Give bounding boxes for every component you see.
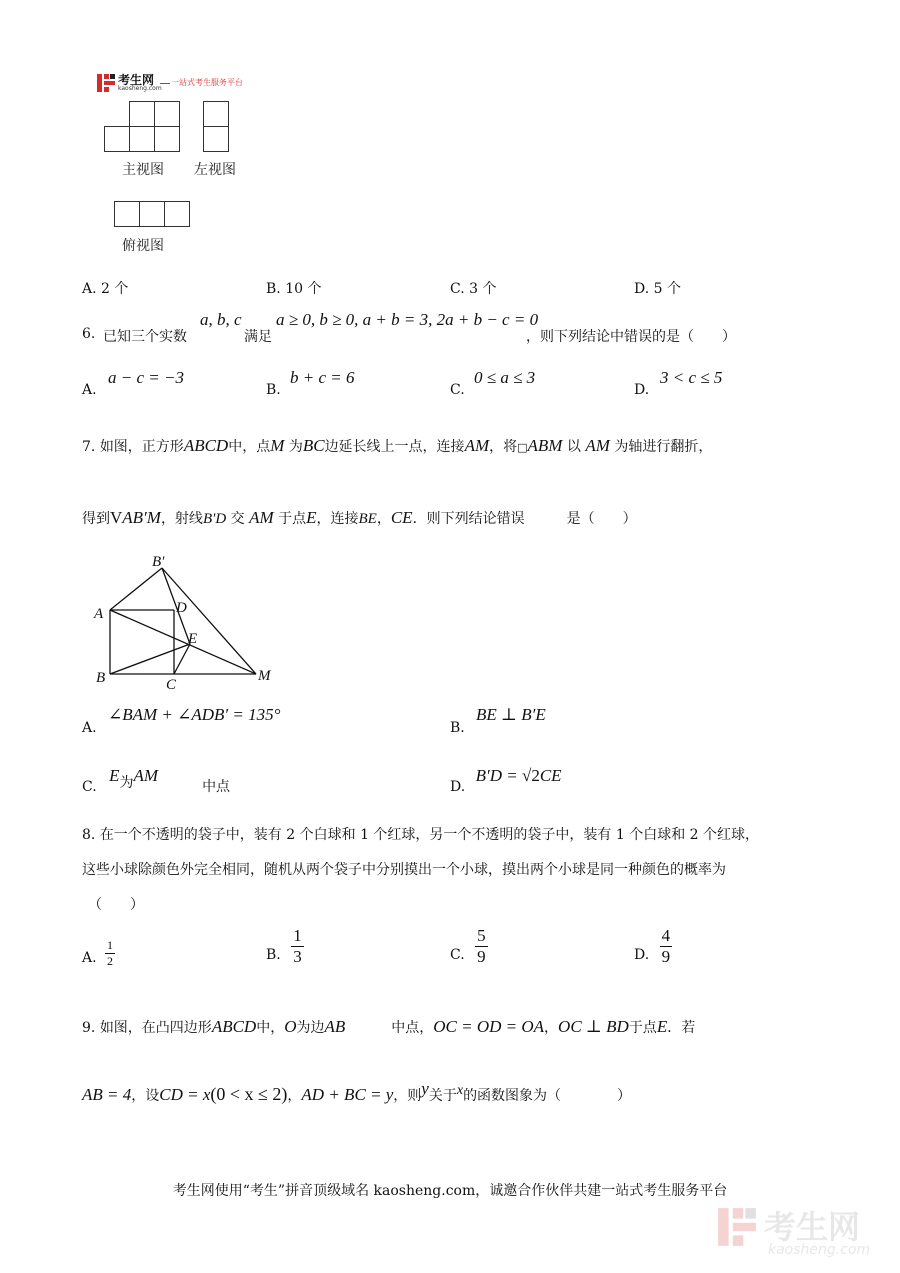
q7-option-a[interactable]: ∠BAM + ∠ADB′ = 135° [108, 705, 281, 724]
segment-am [110, 610, 256, 674]
q7-line-1: 7. 如图，正方形ABCD中，点M 为BC边延长线上一点，连接AM，将□ABM 以 AM 为轴进行翻折， [82, 436, 713, 455]
q6-number: 6. [82, 326, 96, 342]
q8-line-3: （ ） [88, 897, 144, 913]
logo-domain: kaosheng.com [118, 85, 162, 92]
q6-condition: a ≥ 0, b ≥ 0, a + b = 3, 2a + b − c = 0 [276, 310, 539, 329]
q8-option-b[interactable]: B. $\frac{1}{3}$ [266, 926, 302, 966]
point-label-d: D [176, 600, 187, 616]
fraction: $\frac{1}{3}$ [293, 926, 302, 966]
logo-slogan: 一站式考生服务平台 [171, 78, 243, 87]
watermark-cn: 考生网 [764, 1208, 861, 1246]
front-view-cell [154, 126, 180, 152]
q7-option-b[interactable]: BE ⊥ B′E [476, 705, 546, 724]
point-label-b-prime: B′ [152, 554, 165, 570]
q6-option-d[interactable]: 3 < c ≤ 5 [660, 368, 723, 387]
q6-option-b-letter[interactable]: B. [266, 382, 281, 398]
left-view-cell [203, 126, 229, 152]
q9-line-1: 9. 如图，在凸四边形ABCD中，O为边AB 中点，OC = OD = OA，OC ⊥ BD于点E．若 [82, 1017, 696, 1036]
segment-be [110, 644, 190, 674]
q8-option-d[interactable]: D. $\frac{4}{9}$ [634, 926, 671, 966]
segment-ab-prime [110, 568, 162, 610]
point-label-a: A [94, 606, 104, 622]
q8-line-2: 这些小球除颜色外完全相同，随机从两个袋子中分别摸出一个小球，摸出两个小球是同一种颜色的概率为 [82, 862, 726, 878]
q8-line-1: 8. 在一个不透明的袋子中，装有 2 个白球和 1 个红球，另一个不透明的袋子中，装有 1 个白球和 2 个红球， [82, 827, 760, 843]
front-view-cell [104, 126, 130, 152]
segment-b-prime-m [162, 568, 256, 674]
left-view-label: 左视图 [194, 162, 236, 178]
point-label-m: M [258, 668, 271, 684]
q6-option-a[interactable]: a − c = −3 [108, 368, 184, 387]
logo-mark-icon [96, 73, 116, 93]
page-footer: 考生网使用“考生”拼音顶级域名 kaosheng.com，诚邀合作伙伴共建一站式考生服务平台 [172, 1183, 728, 1199]
q7-geometry-figure [90, 552, 290, 692]
top-view-label: 俯视图 [122, 238, 164, 254]
logo-divider [160, 83, 170, 84]
q5-option-c[interactable]: C. 3 个 [450, 281, 497, 297]
front-view-label: 主视图 [122, 162, 164, 178]
site-logo[interactable] [96, 72, 266, 96]
q8-option-a[interactable]: A. $\frac{1}{2}$ [82, 938, 114, 968]
logo-name: 考生网 [118, 73, 155, 87]
q7-option-b-letter[interactable]: B. [450, 720, 465, 736]
q6-text-1: 已知三个实数 [103, 329, 187, 345]
q6-text-2: 满足 [244, 329, 272, 345]
q5-option-d[interactable]: D. 5 个 [634, 281, 681, 297]
front-view-cell [154, 101, 180, 127]
watermark [716, 1196, 886, 1262]
watermark-logo-icon [716, 1206, 758, 1248]
top-view-cell [139, 201, 165, 227]
front-view-cell [129, 126, 155, 152]
fraction: $\frac{5}{9}$ [477, 926, 486, 966]
front-view-cell [129, 101, 155, 127]
q8-option-c[interactable]: C. $\frac{5}{9}$ [450, 926, 486, 966]
fraction: $\frac{1}{2}$ [107, 938, 114, 968]
q6-option-a-letter[interactable]: A. [82, 382, 97, 398]
q6-vars: a, b, c [200, 310, 242, 329]
watermark-en: kaosheng.com [768, 1242, 871, 1258]
q5-option-b[interactable]: B. 10 个 [266, 281, 322, 297]
left-view-cell [203, 101, 229, 127]
fraction: $\frac{4}{9}$ [661, 926, 671, 966]
q7-option-a-letter[interactable]: A. [82, 720, 97, 736]
q6-option-c-letter[interactable]: C. [450, 382, 465, 398]
point-label-e: E [188, 631, 198, 647]
q6-text-3: ，则下列结论中错误的是（ ） [526, 329, 736, 345]
q6-option-c[interactable]: 0 ≤ a ≤ 3 [474, 368, 536, 387]
point-label-b: B [96, 670, 106, 686]
q6-option-d-letter[interactable]: D. [634, 382, 650, 398]
q7-option-d[interactable]: D. B′D = √2CE [450, 766, 562, 795]
q7-option-c[interactable]: C. E为AM中点 [82, 766, 231, 795]
point-label-c: C [166, 677, 177, 692]
q5-option-a[interactable]: A. 2 个 [82, 281, 129, 297]
top-view-cell [164, 201, 190, 227]
top-view-cell [114, 201, 140, 227]
q9-line-2: AB = 4，设CD = x(0 < x ≤ 2)，AD + BC = y，则y关于x的函数图象为（ ） [82, 1079, 632, 1104]
q6-option-b[interactable]: b + c = 6 [290, 368, 355, 387]
q7-line-2: 得到VAB′M，射线B′D 交 AM 于点E，连接BE，CE．则下列结论错误 是（ ） [82, 508, 637, 527]
